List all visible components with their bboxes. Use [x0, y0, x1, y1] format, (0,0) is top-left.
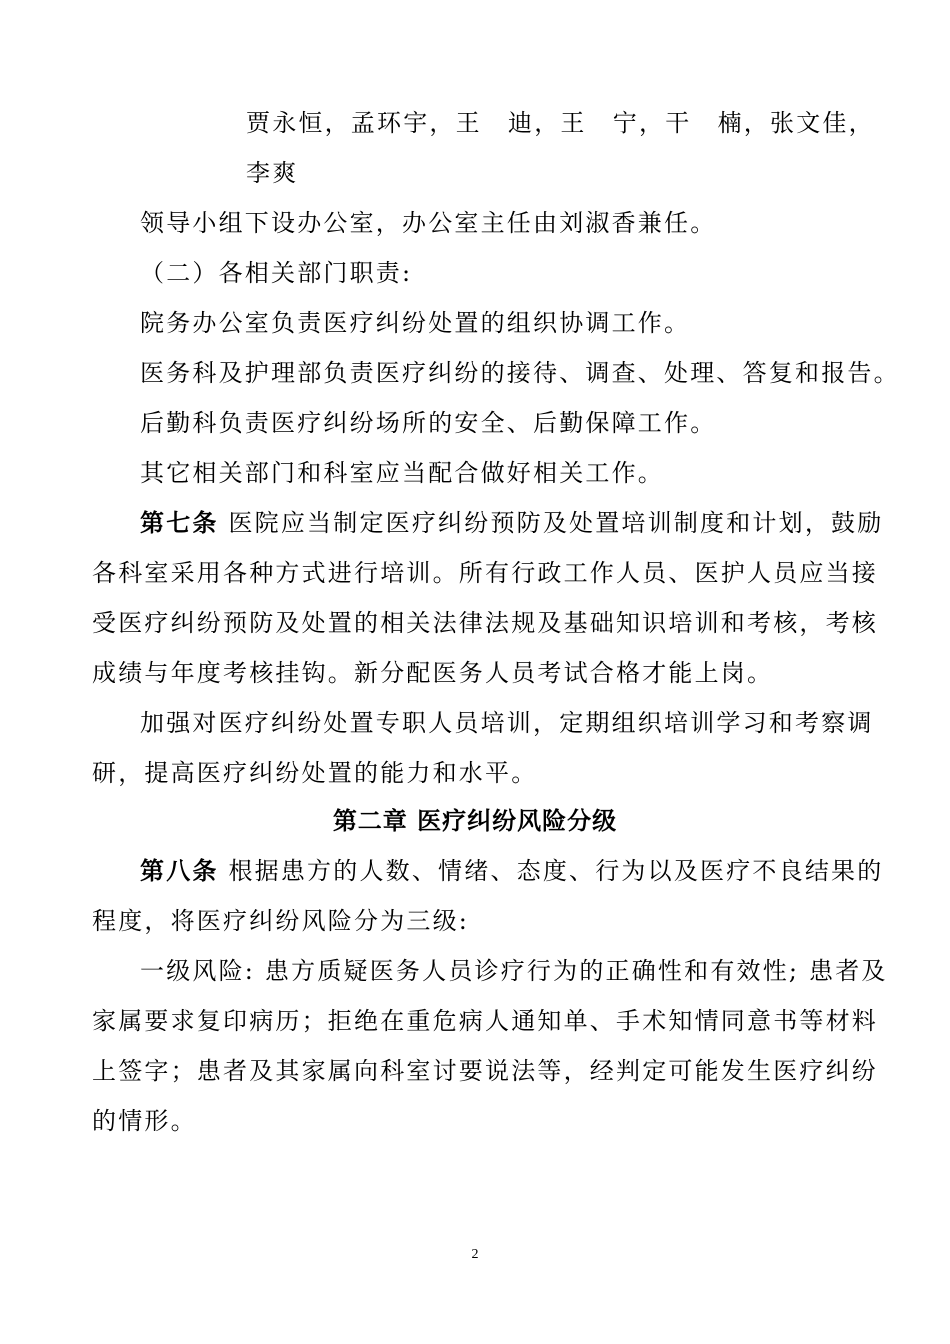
- article-label: 第七条: [140, 508, 219, 537]
- member-list-line: 贾永恒，孟环宇，王 迪，王 宁，干 楠，张文佳，: [246, 109, 875, 137]
- paragraph-line: 程度，将医疗纠纷风险分为三级:: [92, 907, 470, 935]
- paragraph-line: 的情形。: [92, 1107, 197, 1135]
- member-list-line-2: 李爽: [246, 159, 299, 187]
- chapter-heading: 第二章 医疗纠纷风险分级: [332, 806, 618, 835]
- duty-line: 后勤科负责医疗纠纷场所的安全、后勤保障工作。: [140, 409, 717, 437]
- paragraph-office: 领导小组下设办公室，办公室主任由刘淑香兼任。: [140, 209, 717, 237]
- article-text: 医院应当制定医疗纠纷预防及处置培训制度和计划，鼓励: [218, 509, 884, 537]
- article-7-first-line: [140, 507, 884, 539]
- paragraph-line: 受医疗纠纷预防及处置的相关法律法规及基础知识培训和考核，考核: [92, 609, 878, 637]
- paragraph-line: 家属要求复印病历；拒绝在重危病人通知单、手术知情同意书等材料: [92, 1007, 878, 1035]
- duty-line: 其它相关部门和科室应当配合做好相关工作。: [140, 459, 664, 487]
- article-label: 第八条: [140, 856, 219, 885]
- duty-line: 院务办公室负责医疗纠纷处置的组织协调工作。: [140, 309, 691, 337]
- article-8-first-line: [140, 855, 884, 887]
- paragraph-line: 上签字；患者及其家属向科室讨要说法等，经判定可能发生医疗纠纷: [92, 1057, 878, 1085]
- paragraph-line: 各科室采用各种方式进行培训。所有行政工作人员、医护人员应当接: [92, 559, 878, 587]
- section-heading-duties: （二）各相关部门职责:: [140, 259, 413, 287]
- duty-line: 医务科及护理部负责医疗纠纷的接待、调查、处理、答复和报告。: [140, 359, 900, 387]
- article-text: 根据患方的人数、情绪、态度、行为以及医疗不良结果的: [218, 857, 884, 885]
- page-number: 2: [471, 1247, 479, 1262]
- paragraph-line: 一级风险: 患方质疑医务人员诊疗行为的正确性和有效性; 患者及: [140, 957, 888, 985]
- paragraph-line: 加强对医疗纠纷处置专职人员培训，定期组织培训学习和考察调: [140, 709, 874, 737]
- paragraph-line: 成绩与年度考核挂钩。新分配医务人员考试合格才能上岗。: [92, 659, 774, 687]
- paragraph-line: 研，提高医疗纠纷处置的能力和水平。: [92, 759, 538, 787]
